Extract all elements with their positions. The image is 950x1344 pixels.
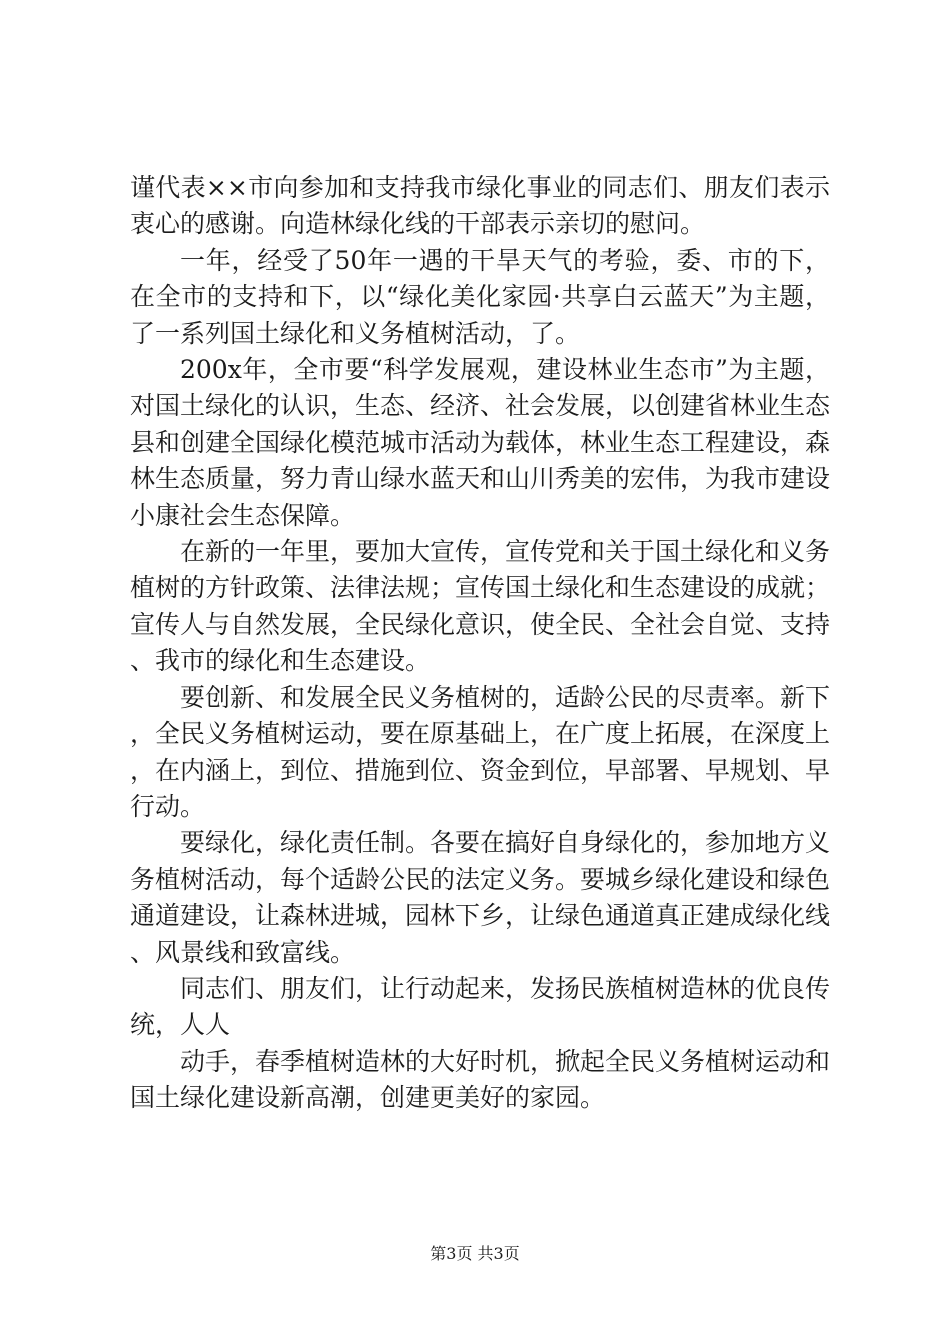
- paragraph-8: 动手，春季植树造林的大好时机，掀起全民义务植树运动和国土绿化建设新高潮，创建更美好的家园。: [130, 1046, 831, 1113]
- document-body: [130, 170, 830, 1117]
- page-footer: 第3页 共3页: [430, 1244, 520, 1263]
- paragraph-7: 同志们、朋友们，让行动起来，发扬民族植树造林的优良传统，人人: [130, 973, 831, 1040]
- paragraph-5: 要创新、和发展全民义务植树的，适龄公民的尽责率。新下，全民义务植树运动，要在原基础上，在广度上拓展，在深度上，在内涵上，到位、措施到位、资金到位，早部署、早规划、早行动。: [130, 682, 831, 821]
- paragraph-4: 在新的一年里，要加大宣传，宣传党和关于国土绿化和义务植树的方针政策、法律法规；宣传国土绿化和生态建设的成就；宣传人与自然发展，全民绿化意识，使全民、全社会自觉、支持、我市的绿化和生态建设。: [130, 537, 831, 676]
- paragraph-6: 要绿化，绿化责任制。各要在搞好自身绿化的，参加地方义务植树活动，每个适龄公民的法定义务。要城乡绿化建设和绿色通道建设，让森林进城，园林下乡，让绿色通道真正建成绿化线、风景线和致富线。: [130, 828, 831, 967]
- paragraph-2: 一年，经受了50年一遇的干旱天气的考验，委、市的下，在全市的支持和下，以“绿化美化家园·共享白云蓝天”为主题，了一系列国土绿化和义务植树活动，了。: [130, 245, 830, 348]
- paragraph-3: 200x年，全市要“科学发展观，建设林业生态市”为主题，对国土绿化的认识，生态、经济、社会发展，以创建省林业生态县和创建全国绿化模范城市活动为载体，林业生态工程建设，森林生态质量，努力青山绿水蓝天和山川秀美的宏伟，为我市建设小康社会生态保障。: [130, 355, 831, 530]
- paragraph-1: 谨代表××市向参加和支持我市绿化事业的同志们、朋友们表示衷心的感谢。向造林绿化线的干部表示亲切的慰问。: [130, 173, 830, 239]
